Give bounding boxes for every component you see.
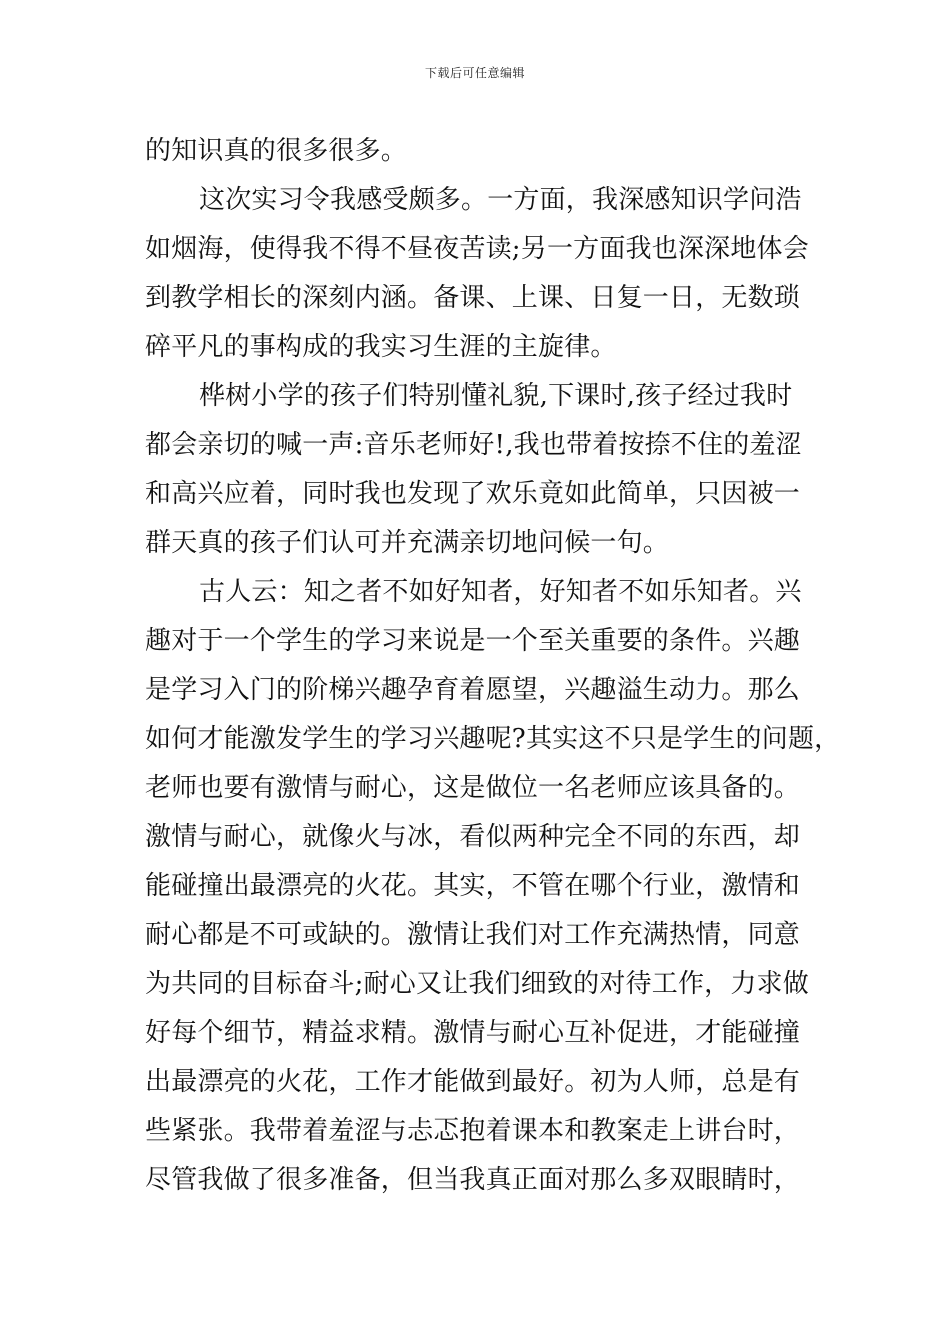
text-line: 老师也要有激情与耐心，这是做位一名老师应该具备的。 bbox=[145, 773, 801, 803]
text-line: 碎平凡的事构成的我实习生涯的主旋律。 bbox=[145, 332, 617, 362]
text-line: 能碰撞出最漂亮的火花。其实，不管在哪个行业，激情和 bbox=[145, 871, 801, 901]
text-line: 如何才能激发学生的学习兴趣呢?其实这不只是学生的问题， bbox=[145, 724, 841, 754]
text-line: 的知识真的很多很多。 bbox=[145, 136, 408, 166]
text-line: 到教学相长的深刻内涵。备课、上课、日复一日，无数琐 bbox=[145, 283, 801, 313]
text-line: 好每个细节，精益求精。激情与耐心互补促进，才能碰撞 bbox=[145, 1018, 801, 1048]
paragraph-first-line: 古人云：知之者不如好知者，好知者不如乐知者。兴 bbox=[199, 577, 802, 607]
text-line: 如烟海，使得我不得不昼夜苦读;另一方面我也深深地体会 bbox=[145, 234, 809, 264]
text-line: 耐心都是不可或缺的。激情让我们对工作充满热情，同意 bbox=[145, 920, 801, 950]
text-line: 趣对于一个学生的学习来说是一个至关重要的条件。兴趣 bbox=[145, 626, 801, 656]
text-line: 都会亲切的喊一声:音乐老师好!,我也带着按捺不住的羞涩 bbox=[145, 430, 802, 460]
text-line: 和高兴应着，同时我也发现了欢乐竟如此简单，只因被一 bbox=[145, 479, 801, 509]
text-line: 群天真的孩子们认可并充满亲切地问候一句。 bbox=[145, 528, 670, 558]
text-line: 出最漂亮的火花，工作才能做到最好。初为人师，总是有 bbox=[145, 1067, 801, 1097]
paragraph-first-line: 桦树小学的孩子们特别懂礼貌,下课时,孩子经过我时 bbox=[199, 381, 793, 411]
body-text bbox=[145, 127, 841, 1205]
text-line: 激情与耐心，就像火与冰，看似两种完全不同的东西，却 bbox=[145, 822, 801, 852]
page-header: 下载后可任意编辑 bbox=[424, 66, 525, 80]
text-line: 是学习入门的阶梯兴趣孕育着愿望，兴趣溢生动力。那么 bbox=[145, 675, 801, 705]
text-line: 些紧张。我带着羞涩与忐忑抱着课本和教案走上讲台时， bbox=[145, 1116, 801, 1146]
text-line: 为共同的目标奋斗;耐心又让我们细致的对待工作，力求做 bbox=[145, 969, 809, 999]
text-line: 尽管我做了很多准备，但当我真正面对那么多双眼睛时， bbox=[145, 1165, 801, 1195]
paragraph-first-line: 这次实习令我感受颇多。一方面，我深感知识学问浩 bbox=[199, 185, 802, 215]
